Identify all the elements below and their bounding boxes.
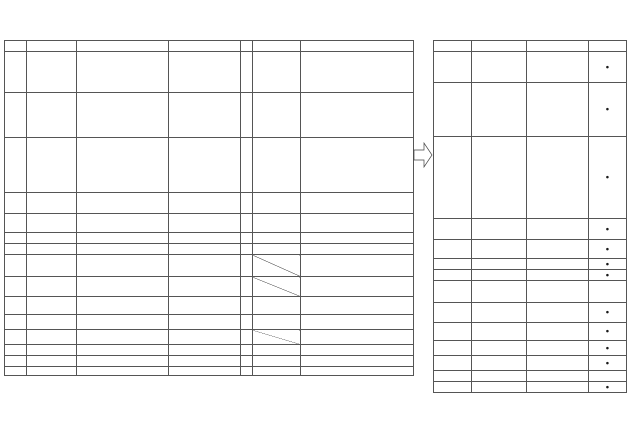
left-cell-kind xyxy=(5,367,27,376)
left-cell-nature xyxy=(169,52,241,93)
left-table-row xyxy=(5,41,414,52)
left-cell-years xyxy=(241,356,253,367)
left-cell-target xyxy=(77,244,169,255)
right-cell-category xyxy=(434,356,472,371)
left-cell-item xyxy=(27,233,77,244)
right-cell-item xyxy=(472,41,527,52)
right-cell-condition xyxy=(527,270,589,281)
left-cell-target xyxy=(77,193,169,214)
left-cell-kind xyxy=(5,193,27,214)
left-cell-remark xyxy=(301,138,414,193)
left-cell-item xyxy=(27,138,77,193)
left-cell-years xyxy=(241,345,253,356)
left-table-row xyxy=(5,93,414,138)
left-cell-kind xyxy=(5,214,27,233)
left-cell-item xyxy=(27,244,77,255)
right-cell-item xyxy=(472,240,527,259)
right-table-row xyxy=(434,371,627,382)
left-cell-condition xyxy=(253,356,301,367)
left-cell-remark xyxy=(301,233,414,244)
left-table-row xyxy=(5,193,414,214)
right-table-row xyxy=(434,137,627,219)
right-cell-condition xyxy=(527,219,589,240)
right-cell-item xyxy=(472,341,527,356)
left-cell-kind xyxy=(5,233,27,244)
left-cell-years xyxy=(241,233,253,244)
right-cell-item xyxy=(472,83,527,137)
left-cell-kind xyxy=(5,41,27,52)
left-table-row xyxy=(5,214,414,233)
right-comparison-table xyxy=(433,40,627,393)
right-table-row xyxy=(434,259,627,270)
left-cell-nature xyxy=(169,315,241,330)
left-table-row xyxy=(5,233,414,244)
right-table-row xyxy=(434,356,627,371)
right-cell-condition xyxy=(527,52,589,83)
left-cell-remark xyxy=(301,330,414,345)
left-cell-item xyxy=(27,356,77,367)
left-cell-kind xyxy=(5,330,27,345)
left-cell-kind xyxy=(5,244,27,255)
right-cell-condition xyxy=(527,356,589,371)
left-cell-target xyxy=(77,52,169,93)
right-cell-category xyxy=(434,259,472,270)
left-cell-condition xyxy=(253,244,301,255)
left-cell-item xyxy=(27,214,77,233)
left-table-row xyxy=(5,52,414,93)
left-cell-nature xyxy=(169,356,241,367)
left-table-row xyxy=(5,315,414,330)
left-cell-item xyxy=(27,93,77,138)
left-cell-years xyxy=(241,297,253,315)
left-cell-years xyxy=(241,255,253,277)
left-cell-years xyxy=(241,315,253,330)
left-cell-nature xyxy=(169,330,241,345)
bullet-mark: ● xyxy=(589,52,627,83)
left-cell-years xyxy=(241,244,253,255)
right-table-row xyxy=(434,52,627,83)
left-cell-item xyxy=(27,367,77,376)
left-cell-condition xyxy=(253,297,301,315)
left-table-row xyxy=(5,297,414,315)
left-cell-condition xyxy=(253,233,301,244)
left-cell-kind xyxy=(5,297,27,315)
right-cell-condition xyxy=(527,382,589,393)
right-cell-category xyxy=(434,270,472,281)
right-cell-condition xyxy=(527,303,589,323)
left-cell-target xyxy=(77,345,169,356)
left-cell-remark xyxy=(301,255,414,277)
left-cell-target xyxy=(77,93,169,138)
left-cell-nature xyxy=(169,345,241,356)
left-comparison-table xyxy=(4,40,414,376)
bullet-mark: ● xyxy=(589,323,627,341)
right-table-row xyxy=(434,41,627,52)
left-cell-remark xyxy=(301,345,414,356)
left-cell-item xyxy=(27,193,77,214)
left-cell-kind xyxy=(5,255,27,277)
left-cell-remark xyxy=(301,193,414,214)
left-table-row xyxy=(5,255,414,277)
left-cell-years xyxy=(241,93,253,138)
left-cell-condition xyxy=(253,193,301,214)
bullet-mark: ● xyxy=(589,341,627,356)
right-cell-item xyxy=(472,323,527,341)
left-cell-kind xyxy=(5,138,27,193)
left-cell-years xyxy=(241,214,253,233)
bullet-mark: ● xyxy=(589,240,627,259)
left-cell-condition xyxy=(253,330,301,345)
left-cell-kind xyxy=(5,315,27,330)
right-cell-category xyxy=(434,371,472,382)
left-cell-condition xyxy=(253,41,301,52)
left-cell-condition xyxy=(253,93,301,138)
right-cell-condition xyxy=(527,240,589,259)
left-cell-remark xyxy=(301,297,414,315)
bullet-mark xyxy=(589,371,627,382)
right-cell-item xyxy=(472,52,527,83)
left-cell-nature xyxy=(169,255,241,277)
right-table-row xyxy=(434,382,627,393)
right-cell-item xyxy=(472,371,527,382)
left-cell-condition xyxy=(253,277,301,297)
bullet-mark: ● xyxy=(589,270,627,281)
left-cell-condition xyxy=(253,255,301,277)
left-cell-kind xyxy=(5,345,27,356)
left-cell-target xyxy=(77,233,169,244)
left-table-row xyxy=(5,367,414,376)
right-cell-condition xyxy=(527,323,589,341)
right-cell-category xyxy=(434,219,472,240)
right-arrow-icon xyxy=(413,140,433,170)
right-cell-category xyxy=(434,382,472,393)
left-table-row xyxy=(5,345,414,356)
left-cell-remark xyxy=(301,315,414,330)
left-cell-condition xyxy=(253,52,301,93)
right-cell-condition xyxy=(527,83,589,137)
left-cell-nature xyxy=(169,41,241,52)
left-cell-target xyxy=(77,41,169,52)
bullet-mark: ● xyxy=(589,303,627,323)
left-cell-remark xyxy=(301,93,414,138)
right-cell-item xyxy=(472,382,527,393)
left-cell-kind xyxy=(5,277,27,297)
right-cell-category xyxy=(434,323,472,341)
right-cell-item xyxy=(472,281,527,303)
left-cell-condition xyxy=(253,138,301,193)
bullet-mark: ● xyxy=(589,83,627,137)
right-table-row xyxy=(434,83,627,137)
bullet-mark: ● xyxy=(589,137,627,219)
left-cell-remark xyxy=(301,367,414,376)
right-cell-category xyxy=(434,341,472,356)
left-cell-years xyxy=(241,367,253,376)
left-cell-years xyxy=(241,52,253,93)
bullet-mark xyxy=(589,281,627,303)
right-cell-item xyxy=(472,259,527,270)
left-cell-target xyxy=(77,214,169,233)
left-cell-kind xyxy=(5,93,27,138)
right-cell-item xyxy=(472,356,527,371)
right-cell-item xyxy=(472,303,527,323)
left-cell-nature xyxy=(169,214,241,233)
right-cell-item xyxy=(472,270,527,281)
bullet-mark: ● xyxy=(589,259,627,270)
left-cell-item xyxy=(27,277,77,297)
left-table-row xyxy=(5,356,414,367)
bullet-mark: ● xyxy=(589,356,627,371)
left-cell-remark xyxy=(301,356,414,367)
left-cell-remark xyxy=(301,52,414,93)
left-cell-years xyxy=(241,138,253,193)
right-cell-condition xyxy=(527,371,589,382)
left-table-row xyxy=(5,244,414,255)
right-table-row xyxy=(434,240,627,259)
right-cell-category xyxy=(434,137,472,219)
left-cell-kind xyxy=(5,52,27,93)
left-cell-years xyxy=(241,41,253,52)
left-cell-kind xyxy=(5,356,27,367)
right-cell-category xyxy=(434,41,472,52)
right-table-row xyxy=(434,281,627,303)
right-cell-condition xyxy=(527,341,589,356)
left-cell-target xyxy=(77,330,169,345)
left-cell-nature xyxy=(169,367,241,376)
left-table-row xyxy=(5,277,414,297)
left-cell-years xyxy=(241,277,253,297)
left-cell-nature xyxy=(169,233,241,244)
left-cell-condition xyxy=(253,315,301,330)
left-cell-remark xyxy=(301,244,414,255)
right-cell-category xyxy=(434,52,472,83)
left-cell-item xyxy=(27,255,77,277)
left-cell-nature xyxy=(169,244,241,255)
left-cell-nature xyxy=(169,193,241,214)
left-cell-remark xyxy=(301,277,414,297)
right-table-row xyxy=(434,270,627,281)
left-cell-target xyxy=(77,255,169,277)
right-cell-item xyxy=(472,137,527,219)
left-cell-target xyxy=(77,367,169,376)
left-cell-item xyxy=(27,297,77,315)
left-cell-years xyxy=(241,193,253,214)
right-cell-category xyxy=(434,240,472,259)
right-cell-condition xyxy=(527,137,589,219)
right-cell-condition xyxy=(527,259,589,270)
left-cell-target xyxy=(77,277,169,297)
bullet-mark: ● xyxy=(589,219,627,240)
right-cell-item xyxy=(472,219,527,240)
left-cell-item xyxy=(27,345,77,356)
right-table-row xyxy=(434,219,627,240)
left-table-row xyxy=(5,330,414,345)
left-cell-remark xyxy=(301,41,414,52)
right-table-row xyxy=(434,303,627,323)
left-cell-nature xyxy=(169,93,241,138)
left-cell-remark xyxy=(301,214,414,233)
left-cell-item xyxy=(27,41,77,52)
left-cell-nature xyxy=(169,297,241,315)
right-table-row xyxy=(434,323,627,341)
left-cell-years xyxy=(241,330,253,345)
left-cell-condition xyxy=(253,367,301,376)
left-cell-target xyxy=(77,356,169,367)
left-cell-item xyxy=(27,52,77,93)
right-table-row xyxy=(434,341,627,356)
left-cell-target xyxy=(77,138,169,193)
left-table-row xyxy=(5,138,414,193)
left-cell-target xyxy=(77,315,169,330)
bullet-mark: ● xyxy=(589,382,627,393)
right-cell-category xyxy=(434,303,472,323)
right-cell-condition xyxy=(527,41,589,52)
right-cell-category xyxy=(434,83,472,137)
left-cell-item xyxy=(27,315,77,330)
left-cell-condition xyxy=(253,345,301,356)
left-cell-target xyxy=(77,297,169,315)
left-cell-condition xyxy=(253,214,301,233)
left-cell-nature xyxy=(169,138,241,193)
left-cell-nature xyxy=(169,277,241,297)
left-cell-item xyxy=(27,330,77,345)
right-cell-condition xyxy=(527,281,589,303)
right-cell-category xyxy=(434,281,472,303)
bullet-mark xyxy=(589,41,627,52)
